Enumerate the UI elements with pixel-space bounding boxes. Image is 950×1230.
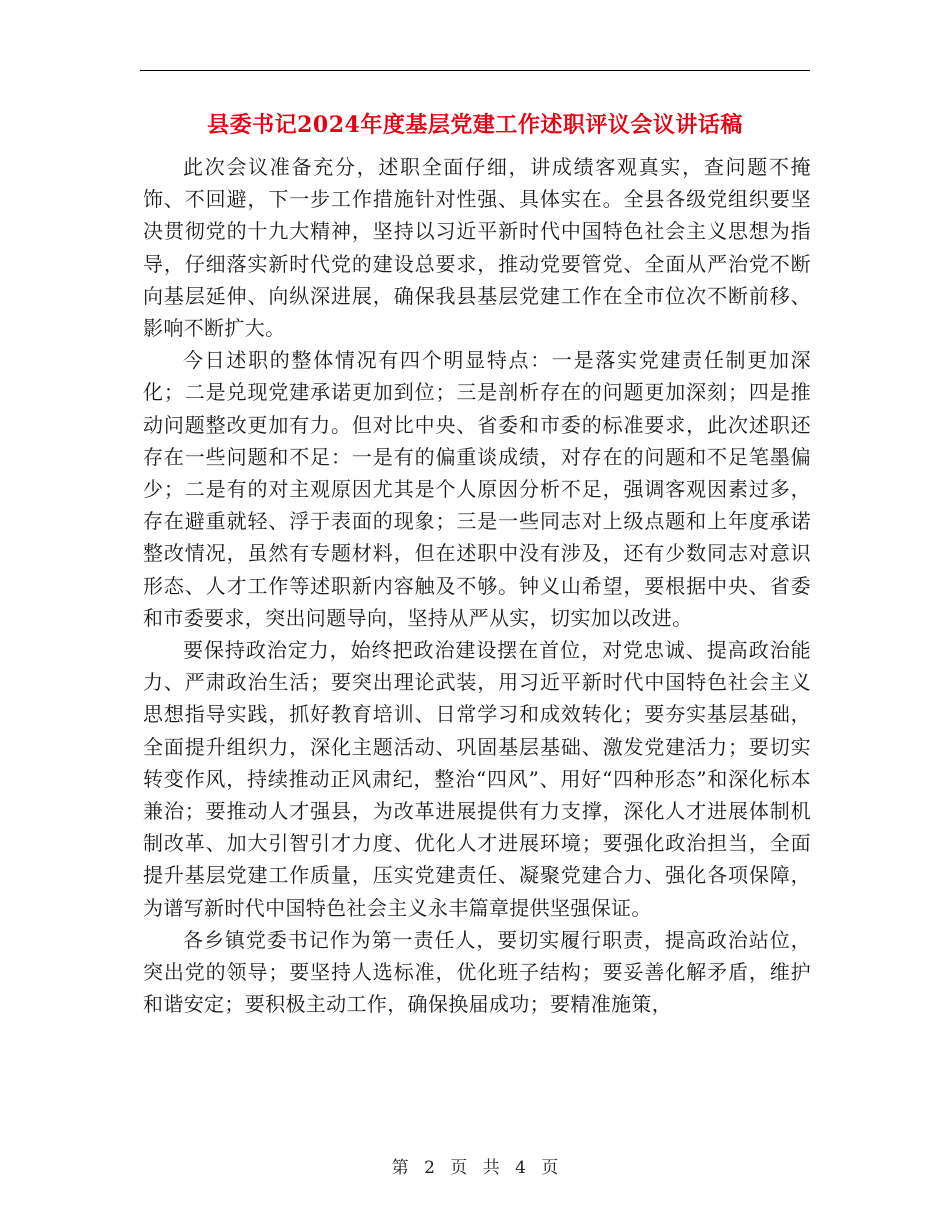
page-footer bbox=[0, 1153, 950, 1178]
paragraph-2: 今日述职的整体情况有四个明显特点：一是落实党建责任制更加深化；二是兑现党建承诺更加到位；三是剖析存在的问题更加深刻；四是推动问题整改更加有力。但对比中央、省委和市委的标准要求，此次述职还存在一些问题和不足：一是有的偏重谈成绩，对存在的问题和不足笔墨偏少；二是有的对主观原因尤其是个人原因分析不足，强调客观因素过多，存在避重就轻、浮于表面的现象；三是一些同志对上级点题和上年度承诺整改情况，虽然有专题材料，但在述职中没有涉及，还有少数同志对意识形态、人才工作等述职新内容触及不够。钟义山希望，要根据中央、省委和市委要求，突出问题导向，坚持从严从实，切实加以改进。 bbox=[143, 348, 811, 630]
header-rule bbox=[140, 70, 810, 71]
footer-total-label: 共 bbox=[482, 1158, 500, 1178]
paragraph-1: 此次会议准备充分，述职全面仔细，讲成绩客观真实，查问题不掩饰、不回避，下一步工作措施针对性强、具体实在。全县各级党组织要坚决贯彻党的十九大精神，坚持以习近平新时代中国特色社会主义思想为指导，仔细落实新时代党的建设总要求，推动党要管党、全面从严治党不断向基层延伸、向纵深进展，确保我县基层党建工作在全市位次不断前移、影响不断扩大。 bbox=[143, 155, 811, 341]
footer-total-pages: 4 bbox=[515, 1158, 526, 1178]
document-body bbox=[143, 151, 811, 1020]
footer-suffix: 页 bbox=[541, 1158, 559, 1178]
footer-current-page: 2 bbox=[424, 1158, 435, 1178]
footer-page-label: 页 bbox=[450, 1158, 468, 1178]
paragraph-4: 各乡镇党委书记作为第一责任人，要切实履行职责，提高政治站位，突出党的领导；要坚持人选标准，优化班子结构；要妥善化解矛盾，维护和谐安定；要积极主动工作，确保换届成功；要精准施策， bbox=[143, 927, 811, 1017]
document-title: 县委书记2024年度基层党建工作述职评议会议讲话稿 bbox=[207, 112, 743, 138]
paragraph-3: 要保持政治定力，始终把政治建设摆在首位，对党忠诚、提高政治能力、严肃政治生活；要突出理论武装，用习近平新时代中国特色社会主义思想指导实践，抓好教育培训、日常学习和成效转化；要夯实基层基础，全面提升组织力，深化主题活动、巩固基层基础、激发党建活力；要切实转变作风，持续推动正风肃纪，整治“四风”、用好“四种形态”和深化标本兼治；要推动人才强县，为改革进展提供有力支撑，深化人才进展体制机制改革、加大引智引才力度、优化人才进展环境；要强化政治担当，全面提升基层党建工作质量，压实党建责任、凝聚党建合力、强化各项保障，为谱写新时代中国特色社会主义永丰篇章提供坚强保证。 bbox=[143, 638, 811, 920]
footer-prefix: 第 bbox=[391, 1158, 409, 1178]
